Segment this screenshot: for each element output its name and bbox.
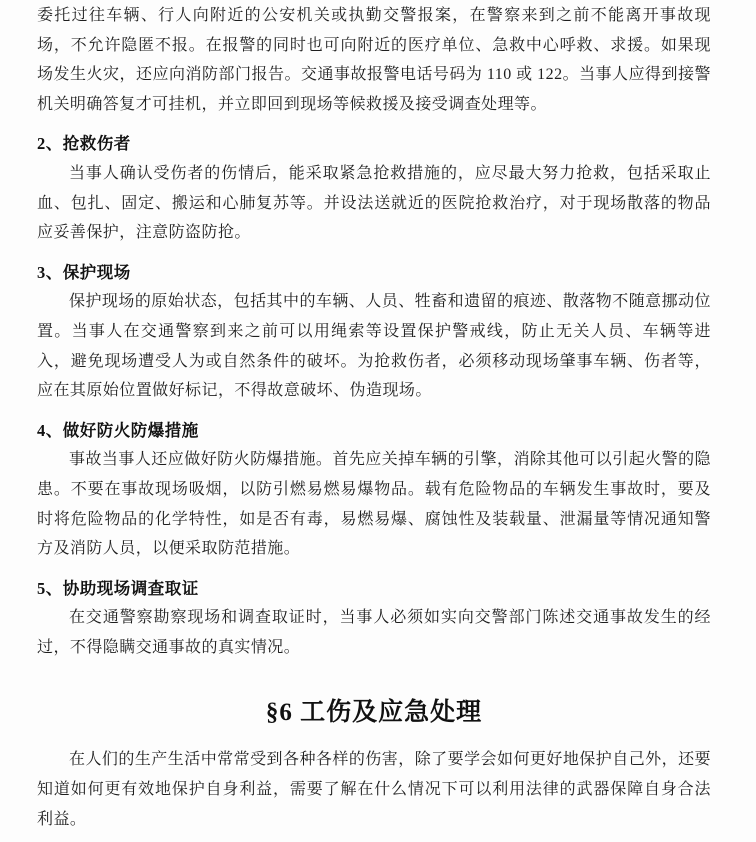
body-paragraph: 当事人确认受伤者的伤情后，能采取紧急抢救措施的，应尽最大努力抢救，包括采取止血、包扎、固定、搬运和心肺复苏等。并设法送就近的医院抢救治疗，对于现场散落的物品应妥善保护，注意防盗防抢。 bbox=[37, 164, 711, 242]
body-paragraph: 保护现场的原始状态，包括其中的车辆、人员、牲畜和遗留的痕迹、散落物不随意挪动位置。当事人在交通警察到来之前可以用绳索等设置保护警戒线，防止无关人员、车辆等进入，避免现场遭受人为或自然条件的破坏。为抢救伤者，必须移动现场肇事车辆、伤者等，应在其原始位置做好标记，不得故意破坏、伪造现场。 bbox=[37, 293, 711, 400]
numbered-heading: 2、抢救伤者 bbox=[37, 134, 131, 154]
document-body bbox=[37, 1, 711, 834]
numbered-heading: 3、保护现场 bbox=[37, 262, 131, 282]
body-paragraph: 在交通警察勘察现场和调查取证时，当事人必须如实向交警部门陈述交通事故发生的经过，不得隐瞒交通事故的真实情况。 bbox=[37, 609, 711, 656]
section-title: §6 工伤及应急处理 bbox=[265, 699, 483, 727]
numbered-heading: 5、协助现场调查取证 bbox=[37, 578, 199, 598]
numbered-heading: 4、做好防火防爆措施 bbox=[37, 420, 199, 440]
body-paragraph: 事故当事人还应做好防火防爆措施。首先应关掉车辆的引擎，消除其他可以引起火警的隐患。不要在事故现场吸烟，以防引燃易燃易爆物品。载有危险物品的车辆发生事故时，要及时将危险物品的化学特性，如是否有毒，易燃易爆、腐蚀性及装载量、泄漏量等情况通知警方及消防人员，以便采取防范措施。 bbox=[37, 451, 711, 558]
body-paragraph: 在人们的生产生活中常常受到各种各样的伤害，除了要学会如何更好地保护自己外，还要知道如何更有效地保护自身利益，需要了解在什么情况下可以利用法律的武器保障自身合法利益。 bbox=[37, 751, 711, 828]
body-paragraph: 委托过往车辆、行人向附近的公安机关或执勤交警报案，在警察来到之前不能离开事故现场，不允许隐匿不报。在报警的同时也可向附近的医疗单位、急救中心呼救、求援。如果现场发生火灾，还应向消防部门报告。交通事故报警电话号码为 110 或 122。当事人应得到接警机关明确答复才可挂机，并立即回到现场等候救援及接受调查处理等。 bbox=[37, 7, 711, 113]
